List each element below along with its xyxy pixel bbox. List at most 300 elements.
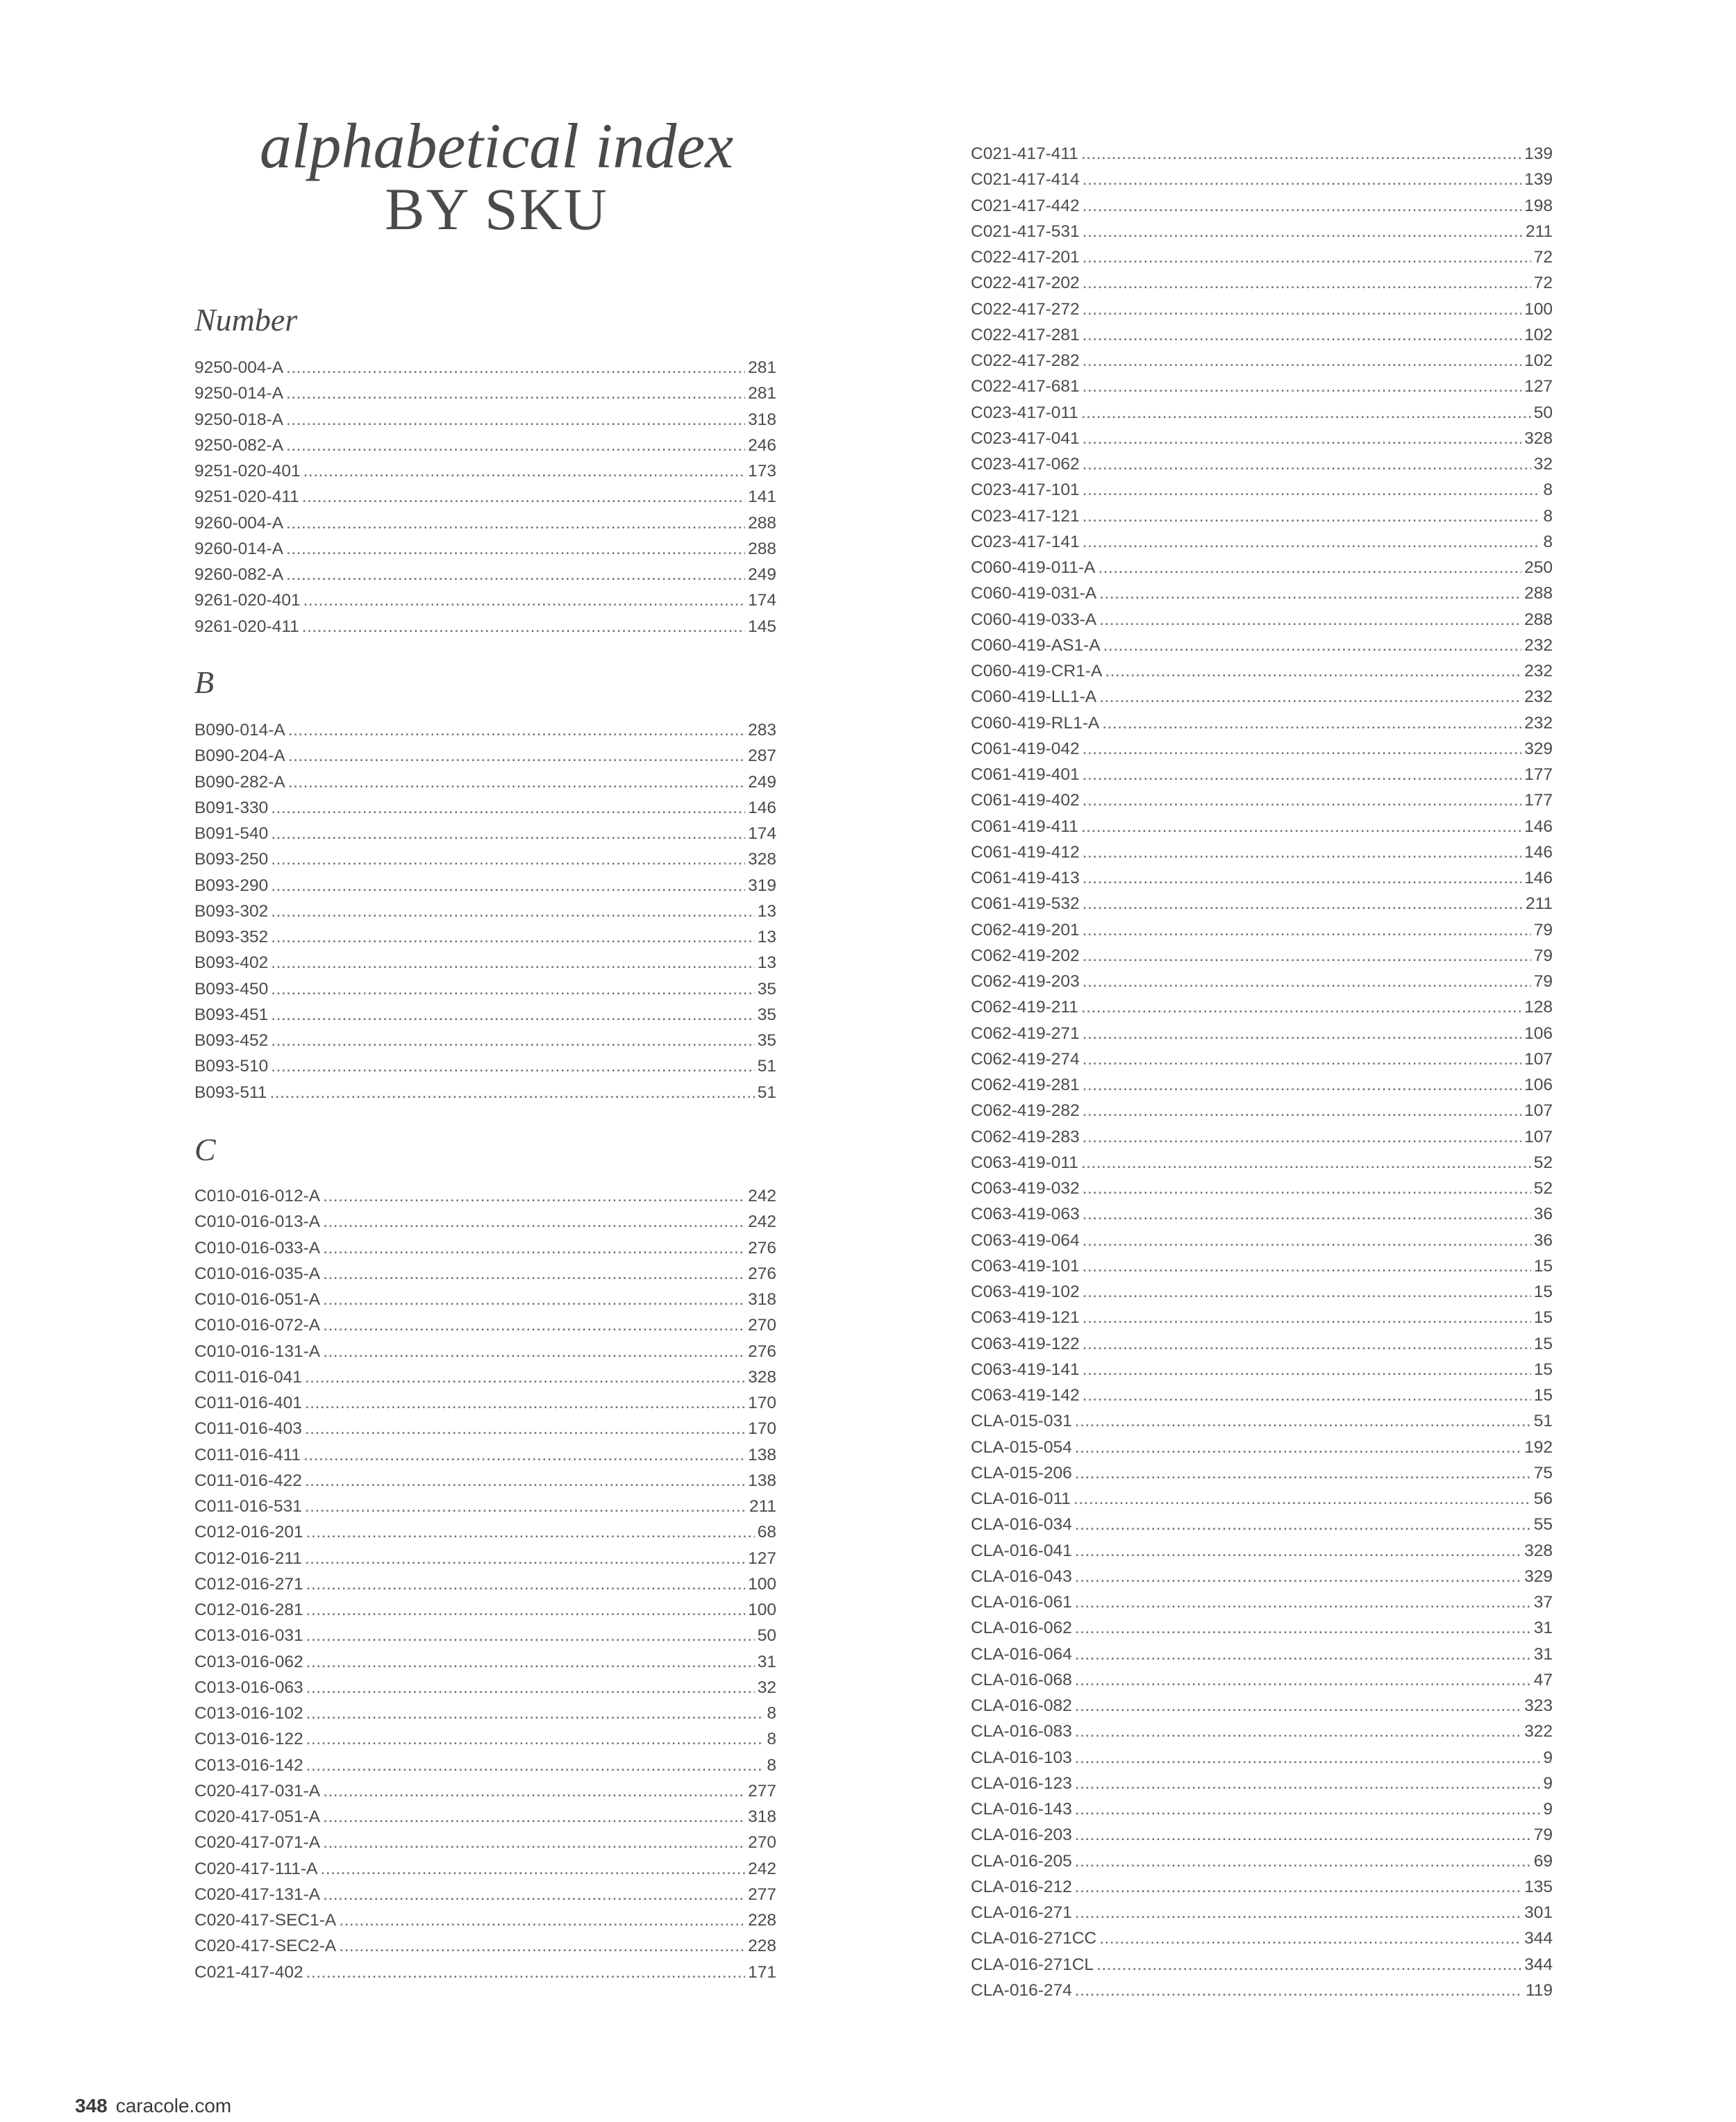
entry-sku: C013-016-142 bbox=[194, 1755, 303, 1775]
dot-leader bbox=[1075, 1771, 1541, 1796]
entry-page-number: 50 bbox=[757, 1626, 776, 1646]
entry-page-number: 35 bbox=[757, 1031, 776, 1050]
index-entry bbox=[971, 1925, 1553, 1951]
entry-sku: 9250-082-A bbox=[194, 435, 284, 455]
index-entry bbox=[971, 1978, 1553, 2003]
index-entry bbox=[194, 924, 776, 950]
dot-leader bbox=[1081, 994, 1521, 1020]
index-entry bbox=[971, 1771, 1553, 1796]
dot-leader bbox=[1099, 1925, 1521, 1951]
index-entry bbox=[194, 458, 776, 484]
entry-sku: C060-419-AS1-A bbox=[971, 635, 1101, 655]
dot-leader bbox=[302, 614, 745, 640]
entry-sku: C063-419-141 bbox=[971, 1360, 1080, 1379]
dot-leader bbox=[1083, 426, 1521, 451]
entry-sku: 9250-004-A bbox=[194, 358, 284, 377]
index-entry bbox=[194, 1053, 776, 1079]
entry-page-number: 270 bbox=[748, 1316, 776, 1335]
dot-leader bbox=[1083, 1331, 1531, 1357]
entry-page-number: 8 bbox=[767, 1730, 776, 1749]
dot-leader bbox=[1083, 322, 1521, 348]
dot-leader bbox=[1075, 1667, 1531, 1693]
index-entry bbox=[194, 562, 776, 587]
dot-leader bbox=[1083, 529, 1541, 555]
entry-page-number: 15 bbox=[1533, 1386, 1553, 1405]
entry-sku: C023-417-101 bbox=[971, 481, 1080, 500]
index-entry bbox=[971, 270, 1553, 296]
index-entry bbox=[194, 1933, 776, 1959]
dot-leader bbox=[286, 381, 745, 406]
entry-sku: CLA-016-205 bbox=[971, 1851, 1072, 1871]
dot-leader bbox=[1103, 633, 1522, 658]
dot-leader bbox=[1083, 1382, 1531, 1408]
entry-page-number: 52 bbox=[1533, 1153, 1553, 1172]
dot-leader bbox=[1074, 1486, 1531, 1512]
entry-sku: C061-419-042 bbox=[971, 739, 1080, 758]
dot-leader bbox=[306, 1571, 745, 1597]
dot-leader bbox=[286, 510, 745, 536]
dot-leader bbox=[1083, 736, 1521, 762]
entry-page-number: 102 bbox=[1524, 351, 1553, 370]
entry-sku: C023-417-141 bbox=[971, 532, 1080, 551]
entry-sku: C060-419-RL1-A bbox=[971, 713, 1100, 733]
dot-leader bbox=[286, 562, 745, 587]
index-entry bbox=[971, 1719, 1553, 1744]
index-entry bbox=[971, 658, 1553, 684]
index-entry bbox=[971, 607, 1553, 633]
entry-sku: C060-419-011-A bbox=[971, 558, 1096, 577]
section-heading-c: C bbox=[194, 1132, 216, 1167]
index-entry bbox=[971, 1952, 1553, 1978]
entry-page-number: 277 bbox=[748, 1885, 776, 1904]
entry-page-number: 318 bbox=[748, 410, 776, 429]
index-entry bbox=[971, 477, 1553, 503]
index-entry bbox=[194, 1907, 776, 1933]
entry-page-number: 288 bbox=[748, 513, 776, 533]
index-entry bbox=[194, 1675, 776, 1701]
entry-sku: 9260-014-A bbox=[194, 539, 284, 558]
entry-page-number: 15 bbox=[1533, 1334, 1553, 1353]
dot-leader bbox=[321, 1856, 746, 1882]
index-entry bbox=[971, 141, 1553, 167]
entry-sku: C021-417-531 bbox=[971, 222, 1080, 241]
entry-sku: C060-419-CR1-A bbox=[971, 662, 1103, 680]
dot-leader bbox=[305, 1364, 745, 1390]
entry-sku: C020-417-031-A bbox=[194, 1781, 321, 1801]
entry-sku: CLA-016-274 bbox=[971, 1980, 1072, 2000]
entry-page-number: 170 bbox=[748, 1394, 776, 1412]
entry-sku: C021-417-442 bbox=[971, 196, 1080, 215]
index-entry bbox=[971, 426, 1553, 451]
entry-page-number: 79 bbox=[1533, 946, 1553, 965]
index-entry bbox=[194, 873, 776, 899]
index-entry bbox=[194, 795, 776, 821]
index-entry bbox=[971, 503, 1553, 529]
entry-sku: C063-419-032 bbox=[971, 1179, 1080, 1198]
dot-leader bbox=[1083, 1098, 1521, 1123]
entry-page-number: 242 bbox=[748, 1187, 776, 1205]
entry-sku: C010-016-051-A bbox=[194, 1290, 321, 1309]
dot-leader bbox=[1081, 1150, 1531, 1176]
index-entry bbox=[971, 943, 1553, 969]
dot-leader bbox=[1075, 1848, 1531, 1874]
entry-sku: C020-417-131-A bbox=[194, 1885, 321, 1904]
entry-sku: C062-419-283 bbox=[971, 1127, 1080, 1146]
entry-page-number: 329 bbox=[1524, 739, 1553, 758]
dot-leader bbox=[1081, 400, 1531, 426]
entry-sku: C063-419-011 bbox=[971, 1153, 1078, 1172]
index-list-c bbox=[194, 1183, 776, 1985]
entry-sku: 9251-020-411 bbox=[194, 487, 299, 507]
dot-leader bbox=[271, 1028, 754, 1053]
entry-page-number: 276 bbox=[748, 1342, 776, 1361]
entry-sku: CLA-016-083 bbox=[971, 1722, 1072, 1741]
entry-sku: B093-352 bbox=[194, 928, 269, 946]
entry-sku: C063-419-064 bbox=[971, 1230, 1080, 1250]
index-entry bbox=[194, 1364, 776, 1390]
entry-page-number: 344 bbox=[1524, 1929, 1553, 1948]
entry-page-number: 288 bbox=[748, 539, 776, 558]
index-entry bbox=[194, 1002, 776, 1028]
dot-leader bbox=[1083, 1279, 1531, 1305]
entry-sku: C060-419-033-A bbox=[971, 610, 1097, 629]
entry-page-number: 287 bbox=[748, 746, 776, 766]
dot-leader bbox=[306, 1701, 765, 1726]
dot-leader bbox=[306, 1649, 755, 1675]
dot-leader bbox=[286, 433, 745, 458]
entry-sku: C012-016-281 bbox=[194, 1601, 303, 1619]
entry-sku: B093-402 bbox=[194, 953, 269, 973]
index-entry bbox=[971, 1589, 1553, 1615]
entry-page-number: 288 bbox=[1524, 584, 1553, 603]
entry-page-number: 211 bbox=[1525, 894, 1553, 914]
entry-page-number: 249 bbox=[748, 772, 776, 792]
entry-page-number: 146 bbox=[1524, 869, 1553, 887]
dot-leader bbox=[1083, 1124, 1521, 1150]
dot-leader bbox=[306, 1960, 745, 1985]
entry-page-number: 8 bbox=[1543, 532, 1553, 551]
entry-sku: C020-417-071-A bbox=[194, 1833, 321, 1853]
index-entry bbox=[971, 219, 1553, 244]
entry-page-number: 106 bbox=[1524, 1076, 1553, 1094]
dot-leader bbox=[271, 795, 745, 821]
entry-sku: C063-419-142 bbox=[971, 1386, 1080, 1405]
entry-page-number: 139 bbox=[1524, 170, 1553, 190]
index-entry bbox=[971, 244, 1553, 270]
dot-leader bbox=[1075, 1589, 1531, 1615]
dot-leader bbox=[1083, 1176, 1531, 1201]
index-entry bbox=[971, 1228, 1553, 1253]
entry-sku: C013-016-062 bbox=[194, 1652, 303, 1671]
entry-sku: B093-450 bbox=[194, 979, 269, 999]
entry-page-number: 72 bbox=[1533, 274, 1553, 293]
dot-leader bbox=[1083, 167, 1521, 192]
entry-page-number: 277 bbox=[748, 1781, 776, 1801]
index-entry bbox=[971, 969, 1553, 994]
dot-leader bbox=[269, 1080, 754, 1105]
entry-page-number: 75 bbox=[1533, 1463, 1553, 1482]
index-entry bbox=[971, 762, 1553, 787]
dot-leader bbox=[323, 1183, 745, 1209]
index-entry bbox=[194, 1778, 776, 1804]
entry-page-number: 328 bbox=[1524, 428, 1553, 448]
entry-sku: C010-016-072-A bbox=[194, 1316, 321, 1335]
entry-page-number: 107 bbox=[1524, 1101, 1553, 1121]
entry-page-number: 232 bbox=[1524, 662, 1553, 680]
entry-page-number: 68 bbox=[757, 1523, 776, 1542]
entry-page-number: 138 bbox=[748, 1471, 776, 1490]
dot-leader bbox=[1083, 1305, 1531, 1330]
index-entry bbox=[194, 1468, 776, 1494]
index-entry bbox=[194, 1312, 776, 1338]
entry-page-number: 174 bbox=[748, 591, 776, 610]
entry-sku: C063-419-063 bbox=[971, 1205, 1080, 1224]
index-entry bbox=[971, 1538, 1553, 1564]
index-entry bbox=[194, 1261, 776, 1287]
dot-leader bbox=[286, 407, 745, 433]
entry-sku: C062-419-202 bbox=[971, 946, 1080, 965]
entry-sku: CLA-015-031 bbox=[971, 1412, 1072, 1431]
index-entry bbox=[194, 846, 776, 872]
entry-page-number: 47 bbox=[1533, 1670, 1553, 1689]
entry-sku: 9250-018-A bbox=[194, 410, 284, 429]
index-entry bbox=[194, 407, 776, 433]
dot-leader bbox=[271, 846, 745, 872]
dot-leader bbox=[271, 899, 754, 924]
entry-page-number: 37 bbox=[1533, 1593, 1553, 1612]
dot-leader bbox=[1099, 684, 1521, 710]
entry-page-number: 128 bbox=[1524, 998, 1553, 1017]
entry-sku: CLA-016-041 bbox=[971, 1541, 1072, 1560]
index-entry bbox=[194, 1571, 776, 1597]
index-entry bbox=[194, 1753, 776, 1778]
index-entry bbox=[194, 484, 776, 510]
dot-leader bbox=[286, 355, 745, 381]
index-entry bbox=[971, 1745, 1553, 1771]
entry-page-number: 323 bbox=[1524, 1696, 1553, 1715]
dot-leader bbox=[271, 1053, 754, 1079]
entry-sku: B093-250 bbox=[194, 850, 269, 869]
dot-leader bbox=[305, 1468, 745, 1494]
entry-sku: B093-510 bbox=[194, 1057, 269, 1076]
entry-sku: C061-419-401 bbox=[971, 765, 1080, 784]
index-entry bbox=[194, 1830, 776, 1855]
index-entry bbox=[971, 322, 1553, 348]
dot-leader bbox=[1083, 1228, 1531, 1253]
index-entry bbox=[971, 1693, 1553, 1719]
entry-sku: C062-419-282 bbox=[971, 1101, 1080, 1121]
dot-leader bbox=[323, 1339, 745, 1364]
entry-page-number: 52 bbox=[1533, 1179, 1553, 1198]
dot-leader bbox=[1075, 1822, 1531, 1848]
index-entry bbox=[194, 1235, 776, 1261]
entry-page-number: 170 bbox=[748, 1419, 776, 1439]
dot-leader bbox=[1075, 1512, 1531, 1537]
entry-page-number: 281 bbox=[748, 384, 776, 403]
entry-sku: C020-417-SEC2-A bbox=[194, 1937, 337, 1956]
entry-page-number: 106 bbox=[1524, 1024, 1553, 1043]
dot-leader bbox=[1083, 1072, 1521, 1098]
entry-sku: C011-016-403 bbox=[194, 1419, 302, 1439]
entry-sku: C021-417-411 bbox=[971, 144, 1078, 163]
entry-sku: C022-417-202 bbox=[971, 274, 1080, 293]
dot-leader bbox=[1083, 839, 1521, 865]
entry-page-number: 192 bbox=[1524, 1437, 1553, 1457]
index-entry bbox=[971, 348, 1553, 374]
entry-sku: B093-511 bbox=[194, 1083, 267, 1102]
entry-sku: C062-419-271 bbox=[971, 1024, 1080, 1043]
index-entry bbox=[971, 1512, 1553, 1537]
index-entry bbox=[971, 814, 1553, 839]
dot-leader bbox=[1083, 451, 1531, 477]
entry-sku: B093-451 bbox=[194, 1005, 269, 1024]
entry-page-number: 173 bbox=[748, 462, 776, 481]
dot-leader bbox=[1083, 1201, 1531, 1227]
entry-page-number: 8 bbox=[1543, 506, 1553, 526]
entry-sku: 9251-020-401 bbox=[194, 462, 301, 481]
index-entry bbox=[971, 1279, 1553, 1305]
entry-page-number: 79 bbox=[1533, 972, 1553, 991]
dot-leader bbox=[1083, 503, 1541, 529]
entry-sku: B090-014-A bbox=[194, 721, 285, 740]
entry-page-number: 198 bbox=[1524, 196, 1553, 215]
entry-sku: C063-419-102 bbox=[971, 1283, 1080, 1301]
index-entry bbox=[971, 1822, 1553, 1848]
entry-page-number: 319 bbox=[748, 876, 776, 895]
dot-leader bbox=[306, 1597, 745, 1623]
entry-page-number: 139 bbox=[1524, 144, 1553, 163]
entry-sku: C011-016-411 bbox=[194, 1445, 301, 1464]
dot-leader bbox=[1099, 607, 1521, 633]
entry-page-number: 276 bbox=[748, 1264, 776, 1283]
index-entry bbox=[971, 633, 1553, 658]
entry-sku: C010-016-035-A bbox=[194, 1264, 321, 1283]
entry-sku: C062-419-201 bbox=[971, 920, 1080, 939]
dot-leader bbox=[1083, 193, 1521, 219]
entry-page-number: 328 bbox=[748, 850, 776, 869]
dot-leader bbox=[1081, 814, 1521, 839]
dot-leader bbox=[1075, 1693, 1521, 1719]
index-entry bbox=[194, 1209, 776, 1235]
entry-sku: 9260-082-A bbox=[194, 565, 284, 584]
entry-page-number: 50 bbox=[1533, 403, 1553, 422]
index-entry bbox=[971, 1072, 1553, 1098]
entry-sku: C063-419-101 bbox=[971, 1256, 1080, 1276]
index-entry bbox=[971, 1382, 1553, 1408]
entry-sku: CLA-016-068 bbox=[971, 1670, 1072, 1689]
dot-leader bbox=[1083, 348, 1521, 374]
index-entry bbox=[194, 1726, 776, 1752]
entry-page-number: 283 bbox=[748, 721, 776, 740]
entry-page-number: 228 bbox=[748, 1937, 776, 1956]
index-entry bbox=[194, 1882, 776, 1907]
entry-sku: C062-419-203 bbox=[971, 972, 1080, 991]
index-entry bbox=[194, 1597, 776, 1623]
entry-sku: CLA-016-103 bbox=[971, 1748, 1072, 1767]
entry-page-number: 242 bbox=[748, 1212, 776, 1232]
entry-sku: CLA-015-206 bbox=[971, 1463, 1072, 1482]
index-entry bbox=[971, 1098, 1553, 1123]
entry-page-number: 13 bbox=[757, 953, 776, 973]
index-entry bbox=[971, 1874, 1553, 1900]
index-entry bbox=[194, 899, 776, 924]
entry-sku: C010-016-013-A bbox=[194, 1212, 321, 1232]
index-entry bbox=[194, 1339, 776, 1364]
index-entry bbox=[194, 355, 776, 381]
entry-page-number: 301 bbox=[1524, 1903, 1553, 1922]
dot-leader bbox=[1075, 1615, 1531, 1641]
entry-page-number: 13 bbox=[757, 928, 776, 946]
entry-page-number: 318 bbox=[748, 1290, 776, 1309]
dot-leader bbox=[1102, 710, 1521, 736]
dot-leader bbox=[1083, 1253, 1531, 1279]
entry-sku: C020-417-SEC1-A bbox=[194, 1911, 337, 1930]
entry-sku: CLA-016-082 bbox=[971, 1696, 1072, 1715]
entry-sku: C061-419-411 bbox=[971, 817, 1078, 836]
dot-leader bbox=[305, 1390, 745, 1416]
entry-page-number: 9 bbox=[1543, 1748, 1553, 1767]
dot-leader bbox=[1083, 477, 1541, 503]
index-entry bbox=[194, 1287, 776, 1312]
dot-leader bbox=[1083, 891, 1523, 917]
entry-sku: C062-419-281 bbox=[971, 1076, 1080, 1094]
entry-sku: B090-282-A bbox=[194, 772, 285, 792]
entry-page-number: 138 bbox=[748, 1445, 776, 1464]
dot-leader bbox=[1083, 1357, 1531, 1382]
entry-sku: C013-016-063 bbox=[194, 1678, 303, 1697]
entry-sku: C012-016-201 bbox=[194, 1523, 303, 1542]
entry-sku: CLA-016-064 bbox=[971, 1644, 1072, 1664]
dot-leader bbox=[303, 587, 746, 613]
entry-sku: C011-016-422 bbox=[194, 1471, 302, 1490]
entry-page-number: 328 bbox=[1524, 1541, 1553, 1560]
entry-page-number: 8 bbox=[767, 1704, 776, 1723]
entry-page-number: 31 bbox=[757, 1652, 776, 1671]
entry-page-number: 102 bbox=[1524, 325, 1553, 344]
entry-sku: C013-016-122 bbox=[194, 1730, 303, 1749]
index-entry bbox=[971, 839, 1553, 865]
entry-sku: C020-417-111-A bbox=[194, 1859, 318, 1878]
entry-page-number: 232 bbox=[1524, 687, 1553, 707]
index-entry bbox=[194, 1546, 776, 1571]
entry-sku: CLA-016-203 bbox=[971, 1826, 1072, 1845]
entry-sku: C022-417-272 bbox=[971, 299, 1080, 319]
entry-sku: C023-417-011 bbox=[971, 403, 1078, 422]
dot-leader bbox=[303, 1442, 745, 1468]
entry-sku: CLA-016-271 bbox=[971, 1903, 1072, 1922]
dot-leader bbox=[1075, 1538, 1521, 1564]
entry-page-number: 344 bbox=[1524, 1955, 1553, 1974]
index-entry bbox=[971, 865, 1553, 891]
index-entry bbox=[194, 536, 776, 562]
entry-page-number: 318 bbox=[748, 1807, 776, 1826]
entry-page-number: 329 bbox=[1524, 1567, 1553, 1586]
dot-leader bbox=[1083, 969, 1531, 994]
footer bbox=[75, 2094, 231, 2118]
entry-page-number: 127 bbox=[748, 1548, 776, 1568]
index-entry bbox=[971, 580, 1553, 606]
entry-sku: C062-419-211 bbox=[971, 998, 1078, 1017]
index-entry bbox=[971, 1305, 1553, 1330]
dot-leader bbox=[323, 1261, 745, 1287]
entry-sku: C010-016-033-A bbox=[194, 1238, 321, 1258]
dot-leader bbox=[1075, 1900, 1521, 1925]
dot-leader bbox=[1075, 1564, 1521, 1589]
index-entry bbox=[971, 1900, 1553, 1925]
dot-leader bbox=[305, 1494, 746, 1519]
entry-page-number: 8 bbox=[1543, 481, 1553, 500]
entry-sku: C021-417-414 bbox=[971, 170, 1080, 190]
